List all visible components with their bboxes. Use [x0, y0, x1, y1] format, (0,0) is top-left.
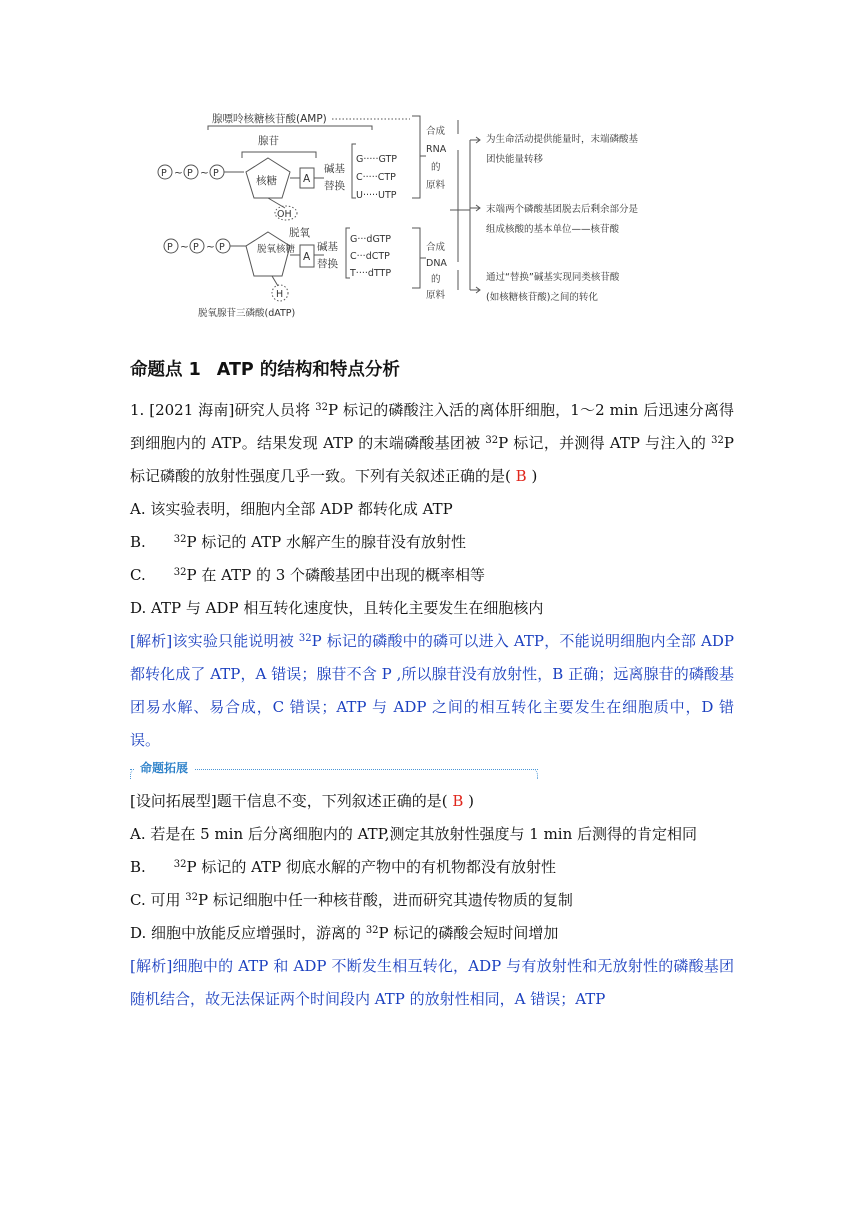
svg-text:P: P [219, 242, 225, 253]
phosphate-group-row1 [158, 165, 224, 179]
svg-text:的: 的 [431, 162, 441, 173]
note-2: 末端两个磷酸基团脱去后剩余部分是 [486, 204, 639, 215]
svg-text:P: P [167, 242, 173, 253]
svg-text:T····dTTP: T····dTTP [350, 268, 392, 279]
note-3: 通过“替换”碱基实现同类核苷酸 [486, 272, 620, 283]
h-label: H [276, 289, 284, 300]
option-d: D. ATP 与 ADP 相互转化速度快，且转化主要发生在细胞核内 [130, 599, 544, 617]
oh-label: OH [277, 209, 292, 220]
svg-text:碱基: 碱基 [324, 163, 345, 175]
svg-text:的: 的 [431, 274, 441, 285]
svg-text:G·····GTP: G·····GTP [356, 154, 398, 165]
svg-text:P: P [193, 242, 199, 253]
extension-banner [130, 759, 734, 785]
ext-option-b: B. $^{32}$P 标记的 ATP 彻底水解的产物中的有机物都没有放射性 [130, 858, 557, 876]
atp-structure-diagram [140, 100, 720, 328]
svg-text:团快能量转移: 团快能量转移 [486, 154, 544, 165]
adenosine-label: 腺苷 [258, 135, 279, 147]
svg-text:P: P [213, 168, 219, 179]
option-a: A. 该实验表明，细胞内全部 ADP 都转化成 ATP [130, 500, 453, 518]
svg-text:(如核糖核苷酸)之间的转化: (如核糖核苷酸)之间的转化 [486, 292, 598, 303]
ext-option-d: D. 细胞中放能反应增强时，游离的 $^{32}$P 标记的磷酸会短时间增加 [130, 924, 559, 942]
extension-label: 命题拓展 [134, 759, 194, 776]
svg-text:合成: 合成 [426, 242, 446, 253]
extension-stem: [设问拓展型]题干信息不变，下列叙述正确的是( B ) [130, 792, 475, 810]
answer-1: B [515, 467, 527, 485]
svg-text:替换: 替换 [324, 180, 345, 192]
svg-text:P: P [187, 168, 193, 179]
svg-text:合成: 合成 [426, 126, 446, 137]
ext-option-c: C. 可用 $^{32}$P 标记细胞中任一种核苷酸，进而研究其遗传物质的复制 [130, 891, 573, 909]
question-1-stem: 1. [2021 海南]研究人员将 $^{32}$P 标记的磷酸注入活的离体肝细胞，1～2 min 后迅速分离得到细胞内的 ATP。结果发现 ATP 的末端磷酸基团被 $^{32}$P 标记，并测得 ATP 与注入的 $^{32}$P 标记磷酸的放射性强度几乎一致。下列有关叙述正确的是( B ) [130, 401, 734, 485]
deoxy-label: 脱氧 [289, 227, 310, 239]
main-content [130, 356, 734, 1016]
svg-text:DNA: DNA [426, 258, 447, 269]
svg-text:~: ~ [200, 167, 209, 179]
amp-label: 腺嘌呤核糖核苷酸(AMP) [212, 113, 327, 125]
note-1: 为生命活动提供能量时，末端磷酸基 [486, 134, 639, 145]
option-b: B. $^{32}$P 标记的 ATP 水解产生的腺苷没有放射性 [130, 533, 467, 551]
svg-text:C···dCTP: C···dCTP [350, 251, 390, 262]
svg-text:替换: 替换 [317, 258, 338, 270]
svg-text:A: A [303, 173, 311, 185]
svg-text:~: ~ [206, 241, 215, 253]
svg-text:RNA: RNA [426, 144, 447, 155]
ext-option-a: A. 若是在 5 min 后分离细胞内的 ATP,测定其放射性强度与 1 min 后测得的肯定相同 [130, 825, 698, 843]
answer-2: B [452, 792, 464, 810]
option-c: C. $^{32}$P 在 ATP 的 3 个磷酸基团中出现的概率相等 [130, 566, 486, 584]
analysis-1: [解析]该实验只能说明被 $^{32}$P 标记的磷酸中的磷可以进入 ATP，不能说明细胞内全部 ADP 都转化成了 ATP，A 错误；腺苷不含 P ,所以腺苷没有放射性，B 正确；远离腺苷的磷酸基团易水解、易合成，C 错误；ATP 与 ADP 之间的相互转化主要发生在细胞质中，D 错误。 [130, 632, 734, 749]
svg-text:A: A [303, 251, 311, 263]
svg-text:组成核酸的基本单位——核苷酸: 组成核酸的基本单位——核苷酸 [486, 224, 620, 235]
svg-text:碱基: 碱基 [317, 241, 338, 253]
datp-label: 脱氧腺苷三磷酸(dATP) [198, 308, 296, 319]
svg-text:P: P [161, 168, 167, 179]
svg-text:原料: 原料 [426, 290, 446, 301]
svg-text:G···dGTP: G···dGTP [350, 234, 392, 245]
svg-text:C·····CTP: C·····CTP [356, 172, 396, 183]
svg-text:原料: 原料 [426, 180, 446, 191]
svg-text:~: ~ [174, 167, 183, 179]
svg-text:脱氧核糖: 脱氧核糖 [257, 244, 296, 255]
svg-text:U·····UTP: U·····UTP [356, 190, 397, 201]
svg-text:核糖: 核糖 [256, 175, 277, 187]
analysis-2: [解析]细胞中的 ATP 和 ADP 不断发生相互转化，ADP 与有放射性和无放射性的磷酸基团随机结合，故无法保证两个时间段内 ATP 的放射性相同，A 错误；ATP [130, 957, 734, 1008]
svg-text:~: ~ [180, 241, 189, 253]
section-heading: 命题点 1 ATP 的结构和特点分析 [130, 360, 400, 380]
phosphate-group-row2 [164, 239, 230, 253]
